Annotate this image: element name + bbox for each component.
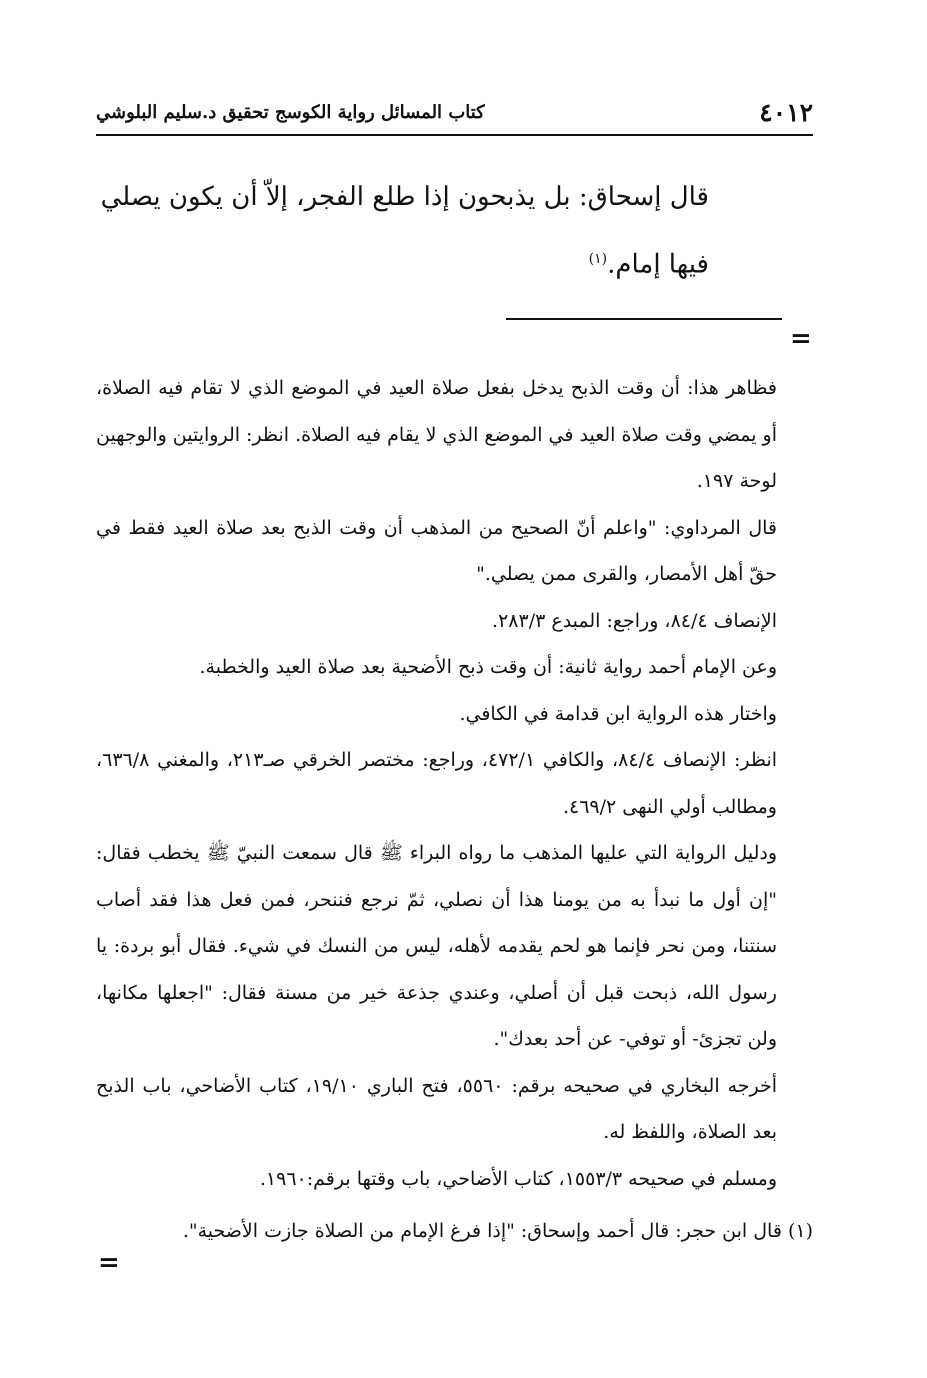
note-paragraph: انظر: الإنصاف ٨٤/٤، والكافي ٤٧٢/١، وراجع: مختصر الخرقي صـ٢١٣، والمغني ٦٣٦/٨، ومطالب أولي النهى ٤٦٩/٢. (96, 749, 778, 818)
continued-notes (96, 365, 777, 1202)
note-paragraph: وعن الإمام أحمد رواية ثانية: أن وقت ذبح الأضحية بعد صلاة العيد والخطبة. (199, 656, 777, 678)
header-divider (96, 134, 813, 136)
main-text-end: فيها إمام. (607, 249, 709, 280)
footnote-reference: (١) (588, 251, 608, 267)
note-paragraph: واختار هذه الرواية ابن قدامة في الكافي. (459, 702, 777, 725)
continuation-mark: = (98, 1248, 120, 1278)
note-paragraph: ودليل الرواية التي عليها المذهب ما رواه البراء ﷺ قال سمعت النبيّ ﷺ يخطب فقال: "إن أول ما نبدأ به من يومنا هذا أن نصلي، ثمّ نرجع فننحر، فمن فعل هذا فقد أصاب سنتنا، ومن نحر فإنما هو لحم يقدمه لأهله، ليس من النسك في شيء. فقال أبو بردة: يا رسول الله، ذبحت قبل أن أصلي، وعندي جذعة خير من مسنة فقال: "اجعلها مكانها، ولن تجزئ- أو توفي- عن أحد بعدك". (96, 842, 777, 1050)
page-header (96, 92, 813, 132)
note-paragraph: فظاهر هذا: أن وقت الذبح يدخل بفعل صلاة العيد في الموضع الذي لا تقام فيه الصلاة، أو يمضي وقت صلاة العيد في الموضع الذي لا يقام فيه الصلاة. انظر: الروايتين والوجهين لوحة ١٩٧. (95, 377, 777, 492)
note-paragraph: قال المرداوي: "واعلم أنّ الصحيح من المذهب أن وقت الذبح بعد صلاة العيد فقط في حقّ أهل الأمصار، والقرى ممن يصلي." (96, 516, 777, 585)
book-title: كتاب المسائل رواية الكوسج تحقيق د.سليم البلوشي (96, 101, 485, 123)
main-text-line (96, 228, 709, 296)
note-paragraph: ومسلم في صحيحه ١٥٥٣/٣، كتاب الأضاحي، باب وقتها برقم:١٩٦٠. (259, 1167, 777, 1190)
main-text-line: قال إسحاق: بل يذبحون إذا طلع الفجر، إلاّ أن يكون يصلي (100, 182, 709, 212)
footnote: (١) قال ابن حجر: قال أحمد وإسحاق: "إذا فرغ الإمام من الصلاة جازت الأضحية". (182, 1220, 813, 1242)
page-number: ٤٠١٢ (759, 97, 813, 127)
note-paragraph: أخرجه البخاري في صحيحه برقم: ٥٥٦٠، فتح الباري ١٩/١٠، كتاب الأضاحي، باب الذبح بعد الصلاة، واللفظ له. (96, 1074, 778, 1143)
footnote-separator (506, 318, 782, 320)
continuation-mark: = (790, 324, 812, 354)
note-paragraph: الإنصاف ٨٤/٤، وراجع: المبدع ٢٨٣/٣. (492, 609, 777, 632)
main-text (96, 166, 709, 296)
